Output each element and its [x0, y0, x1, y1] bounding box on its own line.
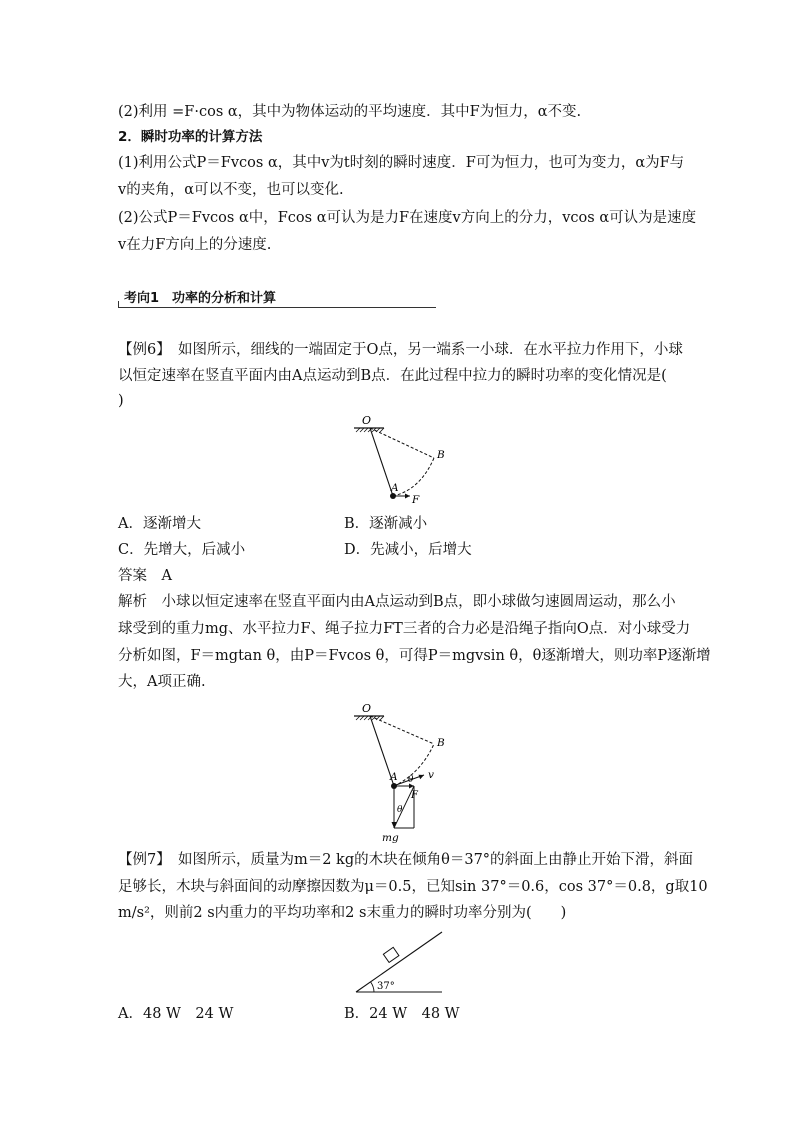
- incline-figure: [350, 924, 450, 998]
- force-F-arrowhead: [405, 494, 410, 499]
- pendulum-figure-1: [340, 412, 460, 508]
- text-line-formula-2: v的夹角，α可以不变，也可以变化.: [118, 182, 344, 198]
- label-theta-2: θ: [397, 805, 403, 815]
- label-theta-1: θ: [408, 775, 414, 785]
- analysis-line-2: 球受到的重力mg、水平拉力F、绳子拉力FT三者的合力必是沿绳子指向O点．对小球受力: [118, 621, 691, 637]
- option-A-ex7[interactable]: A．48 W 24 W: [118, 1006, 234, 1022]
- heading-instant-power: 2．瞬时功率的计算方法: [118, 129, 263, 145]
- arc-path: [393, 458, 434, 496]
- example6-line1: 【例6】 如图所示，细线的一端固定于O点，另一端系一小球．在水平拉力作用下，小球: [118, 342, 683, 358]
- option-A[interactable]: A．逐渐增大: [118, 516, 201, 532]
- label-B: B: [437, 737, 445, 749]
- dashed-string-B: [370, 716, 434, 744]
- analysis-line-3: 分析如图，F＝mgtan θ，由P＝Fvcos θ，可得P＝mgvsin θ，θ逐渐增大，则功率P逐渐增: [118, 648, 711, 664]
- label-A: A: [390, 771, 398, 783]
- string-line: [370, 428, 393, 496]
- example6-line2: 以恒定速率在竖直平面内由A点运动到B点．在此过程中拉力的瞬时功率的变化情况是(: [118, 368, 667, 384]
- section-title: 考向1 功率的分析和计算: [124, 291, 277, 306]
- label-v: v: [428, 769, 434, 781]
- label-mg: mg: [382, 832, 399, 844]
- example6-line3: ): [118, 393, 124, 409]
- example7-line3: m/s²，则前2 s内重力的平均功率和2 s末重力的瞬时功率分别为( ): [118, 905, 567, 921]
- answer-line: 答案 A: [118, 568, 172, 584]
- example7-line2: 足够长，木块与斜面间的动摩擦因数为μ＝0.5，已知sin 37°＝0.6，cos 37°＝0.8，g取10: [118, 879, 708, 895]
- label-B: B: [437, 449, 445, 461]
- text-line-avg-power: (2)利用 =F·cos α，其中为物体运动的平均速度．其中F为恒力，α不变.: [118, 104, 582, 120]
- dashed-string-B: [370, 428, 434, 458]
- analysis-line-1: 解析 小球以恒定速率在竖直平面内由A点运动到B点，即小球做匀速圆周运动，那么小: [118, 594, 676, 610]
- option-B-ex7[interactable]: B．24 W 48 W: [344, 1006, 460, 1022]
- wood-block: [383, 947, 399, 962]
- example7-line1: 【例7】 如图所示，质量为m＝2 kg的木块在倾角θ＝37°的斜面上由静止开始下滑，斜面: [118, 852, 694, 868]
- label-O: O: [362, 702, 372, 715]
- option-C[interactable]: C．先增大，后减小: [118, 542, 246, 558]
- option-D[interactable]: D．先减小，后增大: [344, 542, 472, 558]
- angle-arc: [371, 982, 374, 992]
- analysis-line-4: 大，A项正确.: [118, 674, 206, 690]
- label-O: O: [362, 414, 372, 427]
- option-B[interactable]: B．逐渐减小: [344, 516, 428, 532]
- label-A: A: [391, 482, 399, 494]
- force-diagram-figure-2: [340, 700, 470, 846]
- label-F: F: [411, 790, 418, 801]
- angle-label: 37°: [377, 981, 395, 992]
- text-line-formula-1: (1)利用公式P＝Fvcos α，其中v为t时刻的瞬时速度．F可为恒力，也可为变力，α为F与: [118, 155, 685, 171]
- text-line-formula-3: (2)公式P＝Fvcos α中，Fcos α可认为是力F在速度v方向上的分力，vcos α可认为是速度: [118, 210, 697, 226]
- section-heading: [118, 290, 436, 308]
- label-F: F: [412, 494, 420, 506]
- text-line-formula-4: v在力F方向上的分速度.: [118, 237, 272, 253]
- incline-surface: [356, 932, 442, 992]
